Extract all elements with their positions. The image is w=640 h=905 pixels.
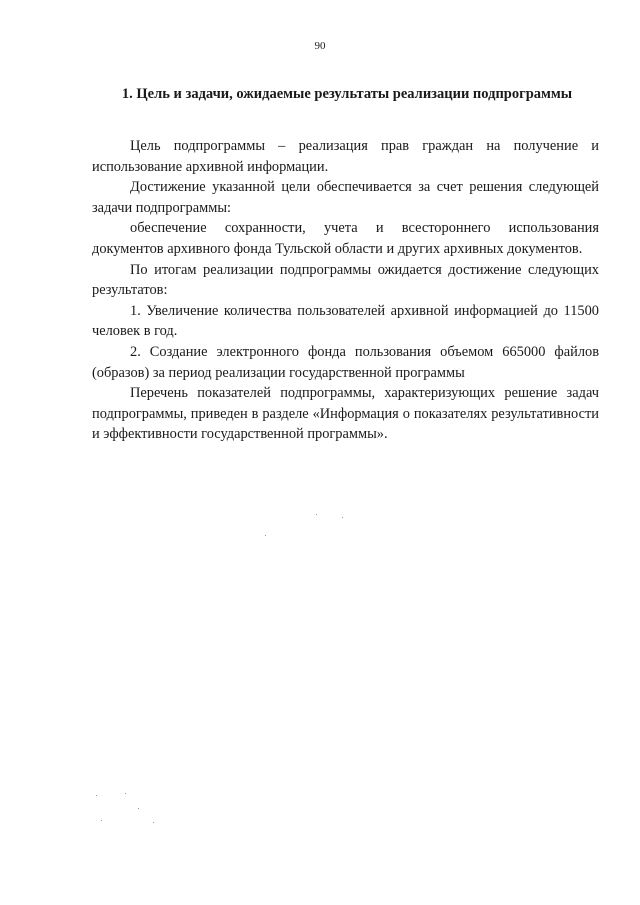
paragraph-results-intro: По итогам реализации подпрограммы ожидается достижение следующих результатов: [92,261,599,299]
body-text [92,136,599,445]
scan-speck [101,820,102,821]
scan-speck [138,808,139,809]
paragraph-goal: Цель подпрограммы – реализация прав граждан на получение и использование архивной информации. [92,138,599,175]
scan-speck [265,535,266,536]
paragraph-task: обеспечение сохранности, учета и всестороннего использования документов архивного фонда Тульской области и других архивных документов. [92,220,599,257]
paragraph-goal-achievement: Достижение указанной цели обеспечивается за счет решения следующей задачи подпрограммы: [92,179,599,216]
scan-speck [96,795,97,796]
paragraph-indicators: Перечень показателей подпрограммы, характеризующих решение задач подпрограммы, приведен в разделе «Информация о показателях результативности и эффективности государственной программы». [92,385,599,443]
page-number: 90 [314,40,326,52]
paragraph-result-2: 2. Создание электронного фонда пользования объемом 665000 файлов (образов) за период реализации государственной программы [92,343,599,381]
paragraph-result-1: 1. Увеличение количества пользователей архивной информацией до 11500 человек в год. [92,302,599,340]
scan-speck [125,793,126,794]
section-title: 1. Цель и задачи, ожидаемые результаты реализации подпрограммы [121,86,573,102]
scan-speck [316,514,317,515]
scan-speck [153,822,154,823]
scan-speck [342,517,343,518]
